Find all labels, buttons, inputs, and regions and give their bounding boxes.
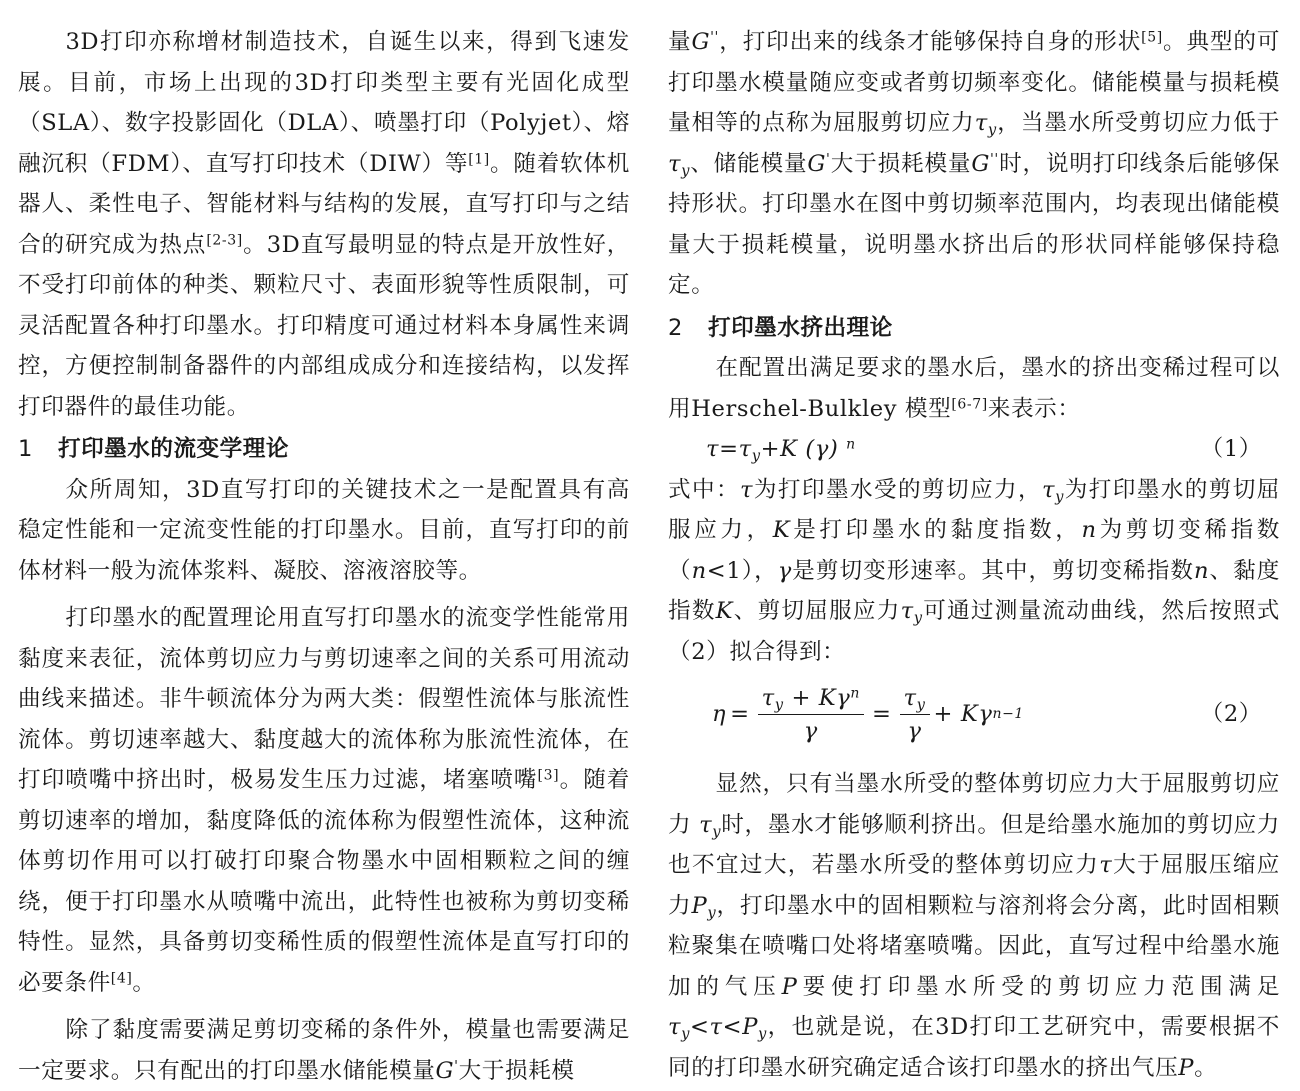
math-operator: <: [722, 1014, 743, 1040]
text-span: 。: [132, 969, 156, 996]
fraction-numerator: [758, 682, 864, 715]
equation-body: [706, 429, 856, 470]
math-symbol: G: [691, 29, 711, 55]
text-span: ，打印出来的线条才能够保持自身的形状: [719, 29, 1142, 55]
right-column: [668, 22, 1280, 1088]
math-sup: ': [454, 1057, 459, 1074]
math-symbol: τ: [1041, 476, 1056, 503]
text-span: 。随着剪切速率的增加，黏度降低的流体称为假塑性流体，这种流体剪切作用可以打破打印聚合物墨水中固相颗粒之间的缠绕，便于打印墨水从喷嘴中流出，此特性也被称为剪切变稀特性。显然，具备剪切变稀性质的假塑性流体是直写打印的必要条件: [18, 767, 630, 996]
math-operator: <: [690, 1014, 710, 1040]
math-symbol: τ: [668, 150, 682, 177]
equation-number: （2）: [1200, 701, 1262, 727]
math-symbol: P: [781, 973, 798, 1000]
math-symbol: τ: [1099, 852, 1113, 878]
text-span: 是剪切变形速率。其中，剪切变稀指数: [791, 557, 1194, 584]
text-span: 打印墨水的配置理论用直写打印墨水的流变学性能常用黏度来表征，流体剪切应力与剪切速率之间的关系可用流动曲线来描述。非牛顿流体分为两大类：假塑性流体与胀流性流体。剪切速率越大、黏度越大的流体称为胀流性流体，在打印喷嘴中挤出时，极易发生压力过滤，堵塞喷嘴: [18, 605, 630, 793]
text-span: 是打印墨水的黏度指数，: [790, 517, 1082, 543]
math-text: + Kγ: [783, 684, 851, 711]
fraction-denominator: γ: [907, 717, 922, 744]
text-span: 大于屈服压缩应力: [668, 852, 1280, 919]
math-symbol: P: [1178, 1054, 1195, 1081]
text-span: 显然，只有当墨水所受的整体剪切应力大于屈服剪切应力: [668, 771, 1280, 838]
math-sub: y: [913, 609, 923, 627]
text-span: 大于损耗模量: [830, 150, 972, 177]
citation: [6-7]: [951, 395, 988, 412]
paragraph-modulus: [18, 1010, 630, 1091]
math-symbol: η: [712, 700, 727, 727]
text-span: 在配置出满足要求的墨水后，墨水的挤出变稀过程可以用Herschel-Bulkley 模型: [668, 355, 1280, 422]
math-symbol: τ: [900, 598, 914, 624]
text-span: 3D打印亦称增材制造技术，自诞生以来，得到飞速发展。目前，市场上出现的3D打印类型主要有光固化成型（SLA）、数字投影固化（DLA）、喷墨打印（Polyjet）、熔融沉积（FDM）、直写打印技术（DIW）等: [18, 29, 630, 177]
math-text: τ=τ: [706, 436, 752, 462]
math-sup: '': [989, 150, 999, 167]
math-text: +K (γ): [760, 436, 847, 462]
text-span: 。随着软体机器人、柔性电子、智能材料与结构的发展，直写打印与之结合的研究成为热点: [18, 150, 630, 258]
math-symbol: τ: [761, 684, 775, 711]
fraction-1: [758, 682, 864, 747]
math-symbol: K: [715, 598, 734, 624]
section-title: 打印墨水的流变学理论: [58, 436, 289, 462]
fraction-2: [900, 682, 930, 747]
intro-paragraph: [18, 22, 630, 427]
math-symbol: τ: [974, 110, 988, 136]
math-symbol: τ: [699, 811, 713, 838]
math-symbol: P: [691, 892, 708, 919]
text-span: 为剪切变稀指数（: [668, 517, 1280, 584]
citation: [1]: [468, 150, 490, 167]
math-sub: y: [751, 447, 761, 465]
math-symbol: n: [1081, 517, 1097, 543]
citation: [2-3]: [206, 231, 243, 248]
text-span: 时，墨水才能够顺利挤出。但是给墨水施加的剪切应力也不宜过大，若墨水所受的整体剪切应力: [668, 811, 1280, 878]
fraction-denominator: γ: [803, 717, 818, 744]
text-span: 、储能模量: [690, 150, 808, 177]
left-column: [18, 22, 630, 1091]
equation-1: [668, 429, 1280, 470]
math-symbol: τ: [740, 476, 754, 503]
text-span: 。典型的可打印墨水模量随应变或者剪切频率变化。储能模量与损耗模量相等的点称为屈服剪切应力: [668, 29, 1281, 136]
math-symbol: n: [691, 557, 707, 584]
section-number: 2: [668, 314, 683, 341]
math-sub: y: [916, 695, 926, 713]
paragraph-modulus-cont: [668, 22, 1280, 306]
text-span: 式中：: [668, 476, 741, 503]
section-heading-2: [668, 308, 1280, 349]
math-sup: n: [850, 684, 860, 701]
section-heading-1: [18, 429, 630, 470]
math-symbol: τ: [903, 684, 917, 711]
text-span: 可通过测量流动曲线，然后按照式（2）拟合得到：: [668, 598, 1281, 665]
math-operator: =: [730, 700, 750, 727]
math-sup: n: [846, 436, 856, 453]
equation-number: （1）: [1200, 436, 1262, 462]
text-span: 量: [668, 29, 692, 55]
math-sub: y: [707, 903, 717, 921]
math-symbol: n: [1193, 557, 1210, 584]
math-symbol: τ: [709, 1014, 723, 1040]
section-title: 打印墨水挤出理论: [708, 314, 893, 341]
equation-body: η = $\frac{\tau_y + K\gamma^n}{\gamma}$ = $\frac{\tau_y}{\gamma}$ + Kγ n−1: [712, 676, 1024, 752]
math-symbol: G: [435, 1057, 455, 1084]
text-span: 要使打印墨水所受的剪切应力范围满足: [797, 973, 1280, 1000]
text-span: 来表示：: [987, 395, 1081, 422]
text-span: 。: [1194, 1054, 1218, 1081]
equation-2: [668, 674, 1280, 754]
paragraph-key-tech: [18, 470, 630, 592]
fraction-numerator: [900, 682, 930, 715]
math-text: + Kγ: [933, 700, 993, 727]
math-sub: y: [758, 1025, 767, 1043]
text-span: 为打印墨水的剪切屈服应力，: [668, 476, 1281, 543]
text-span: ，当墨水所受剪切应力低于: [996, 110, 1280, 136]
text-span: <1），: [706, 557, 778, 584]
math-symbol: τ: [668, 1014, 682, 1040]
math-symbol: P: [742, 1014, 758, 1040]
math-sub: y: [1055, 487, 1064, 505]
text-span: 、剪切屈服应力: [733, 598, 901, 624]
citation: [5]: [1141, 29, 1163, 46]
math-symbol: G: [971, 150, 990, 177]
math-sup: ': [826, 150, 831, 167]
math-operator: =: [872, 700, 892, 727]
text-span: 众所周知，3D直写打印的关键技术之一是配置具有高稳定性能和一定流变性能的打印墨水。目前，直写打印的前体材料一般为流体浆料、凝胶、溶液溶胶等。: [18, 476, 630, 584]
math-sub: y: [712, 822, 722, 840]
text-span: ，打印墨水中的固相颗粒与溶剂将会分离，此时固相颗粒聚集在喷嘴口处将堵塞喷嘴。因此，直写过程中给墨水施加的气压: [668, 892, 1280, 1000]
text-span: 为打印墨水受的剪切应力，: [753, 476, 1042, 503]
paragraph-symbols: [668, 470, 1280, 673]
section-number: 1: [18, 436, 33, 462]
text-span: 、黏度指数: [668, 557, 1280, 624]
text-span: 。3D直写最明显的特点是开放性好，不受打印前体的种类、颗粒尺寸、表面形貌等性质限制，可灵活配置各种打印墨水。打印精度可通过材料本身属性来调控，方便控制制备器件的内部组成成分和连接结构，以发挥打印器件的最佳功能。: [18, 231, 630, 420]
math-symbol: G: [807, 150, 827, 177]
math-sup: '': [710, 29, 720, 46]
citation: [3]: [537, 767, 560, 784]
math-sub: y: [681, 161, 691, 179]
math-sub: y: [774, 695, 784, 713]
math-symbol: γ: [777, 557, 792, 584]
text-span: 时，说明打印线条后能够保持形状。打印墨水在图中剪切频率范围内，均表现出储能模量大于损耗模量，说明墨水挤出后的形状同样能够保持稳定。: [668, 150, 1281, 298]
paragraph-ink-theory: [18, 598, 630, 1003]
math-symbol: K: [772, 517, 791, 543]
text-span: 大于损耗模: [458, 1057, 575, 1084]
math-sub: y: [987, 121, 997, 139]
text-span: ，也就是说，在3D打印工艺研究中，需要根据不同的打印墨水研究确定适合该打印墨水的挤出气压: [668, 1014, 1280, 1081]
text-span: 除了黏度需要满足剪切变稀的条件外，模量也需要满足一定要求。只有配出的打印墨水储能模量: [18, 1017, 630, 1084]
math-sub: y: [681, 1025, 691, 1043]
paragraph-extrusion: [668, 348, 1280, 429]
citation: [4]: [110, 969, 133, 986]
paragraph-pressure: [668, 764, 1280, 1088]
